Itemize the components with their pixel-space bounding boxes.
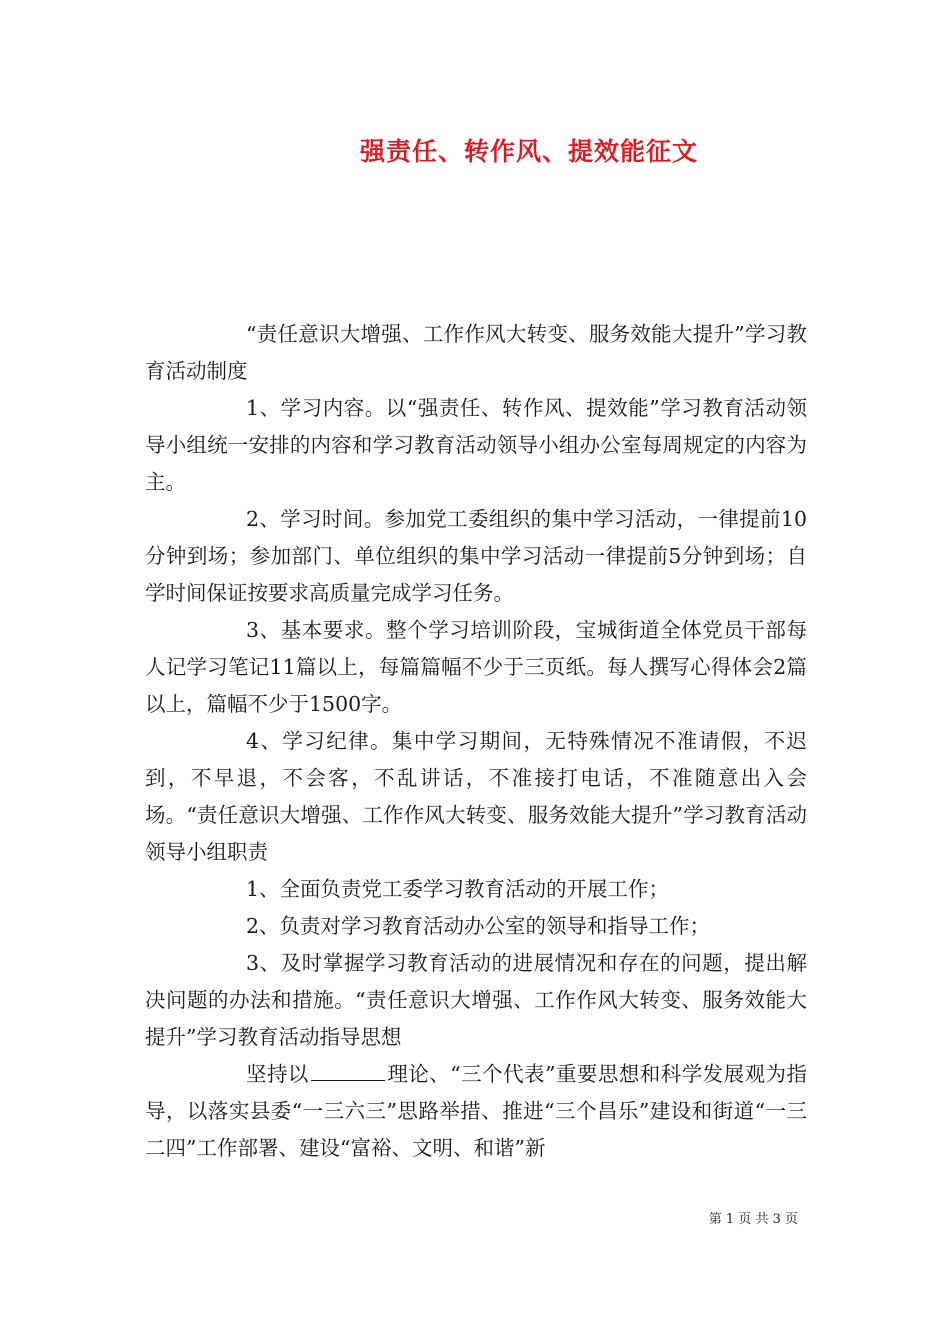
paragraph: “责任意识大增强、工作作风大转变、服务效能大提升”学习教育活动制度 [145,322,807,383]
page-number-footer: 第 1 页 共 3 页 [708,1212,798,1227]
paragraph: 4、学习纪律。集中学习期间，无特殊情况不准请假，不迟到，不早退，不会客，不乱讲话，不准接打电话，不准随意出入会场。“责任意识大增强、工作作风大转变、服务效能大提升”学习教育活动领导小组职责 [145,729,807,864]
paragraph: 3、及时掌握学习教育活动的进展情况和存在的问题，提出解决问题的办法和措施。“责任意识大增强、工作作风大转变、服务效能大提升”学习教育活动指导思想 [145,951,807,1049]
paragraph-with-blank [145,1056,807,1167]
document-body [145,316,807,1167]
paragraph: 1、学习内容。以“强责任、转作风、提效能”学习教育活动领导小组统一安排的内容和学习教育活动领导小组办公室每周规定的内容为主。 [145,396,807,494]
paragraph: 1、全面负责党工委学习教育活动的开展工作； [246,877,670,901]
paragraph-text-after-blank: 理论、“三个代表”重要思想和科学发展观为指导，以落实县委“一三六三”思路举措、推进“三个昌乐”建设和街道“一三二四”工作部署、建设“富裕、文明、和谐”新 [145,1062,808,1160]
paragraph: 3、基本要求。整个学习培训阶段，宝城街道全体党员干部每人记学习笔记11篇以上，每篇篇幅不少于三页纸。每人撰写心得体会2篇以上，篇幅不少于1500字。 [145,618,807,716]
paragraph: 2、负责对学习教育活动办公室的领导和指导工作； [246,914,711,938]
paragraph-text-before-blank: 坚持以 [246,1062,309,1086]
paragraph: 2、学习时间。参加党工委组织的集中学习活动，一律提前10分钟到场；参加部门、单位组织的集中学习活动一律提前5分钟到场；自学时间保证按要求高质量完成学习任务。 [145,507,807,605]
document-title: 强责任、转作风、提效能征文 [359,137,698,166]
fill-in-blank [311,1060,385,1082]
